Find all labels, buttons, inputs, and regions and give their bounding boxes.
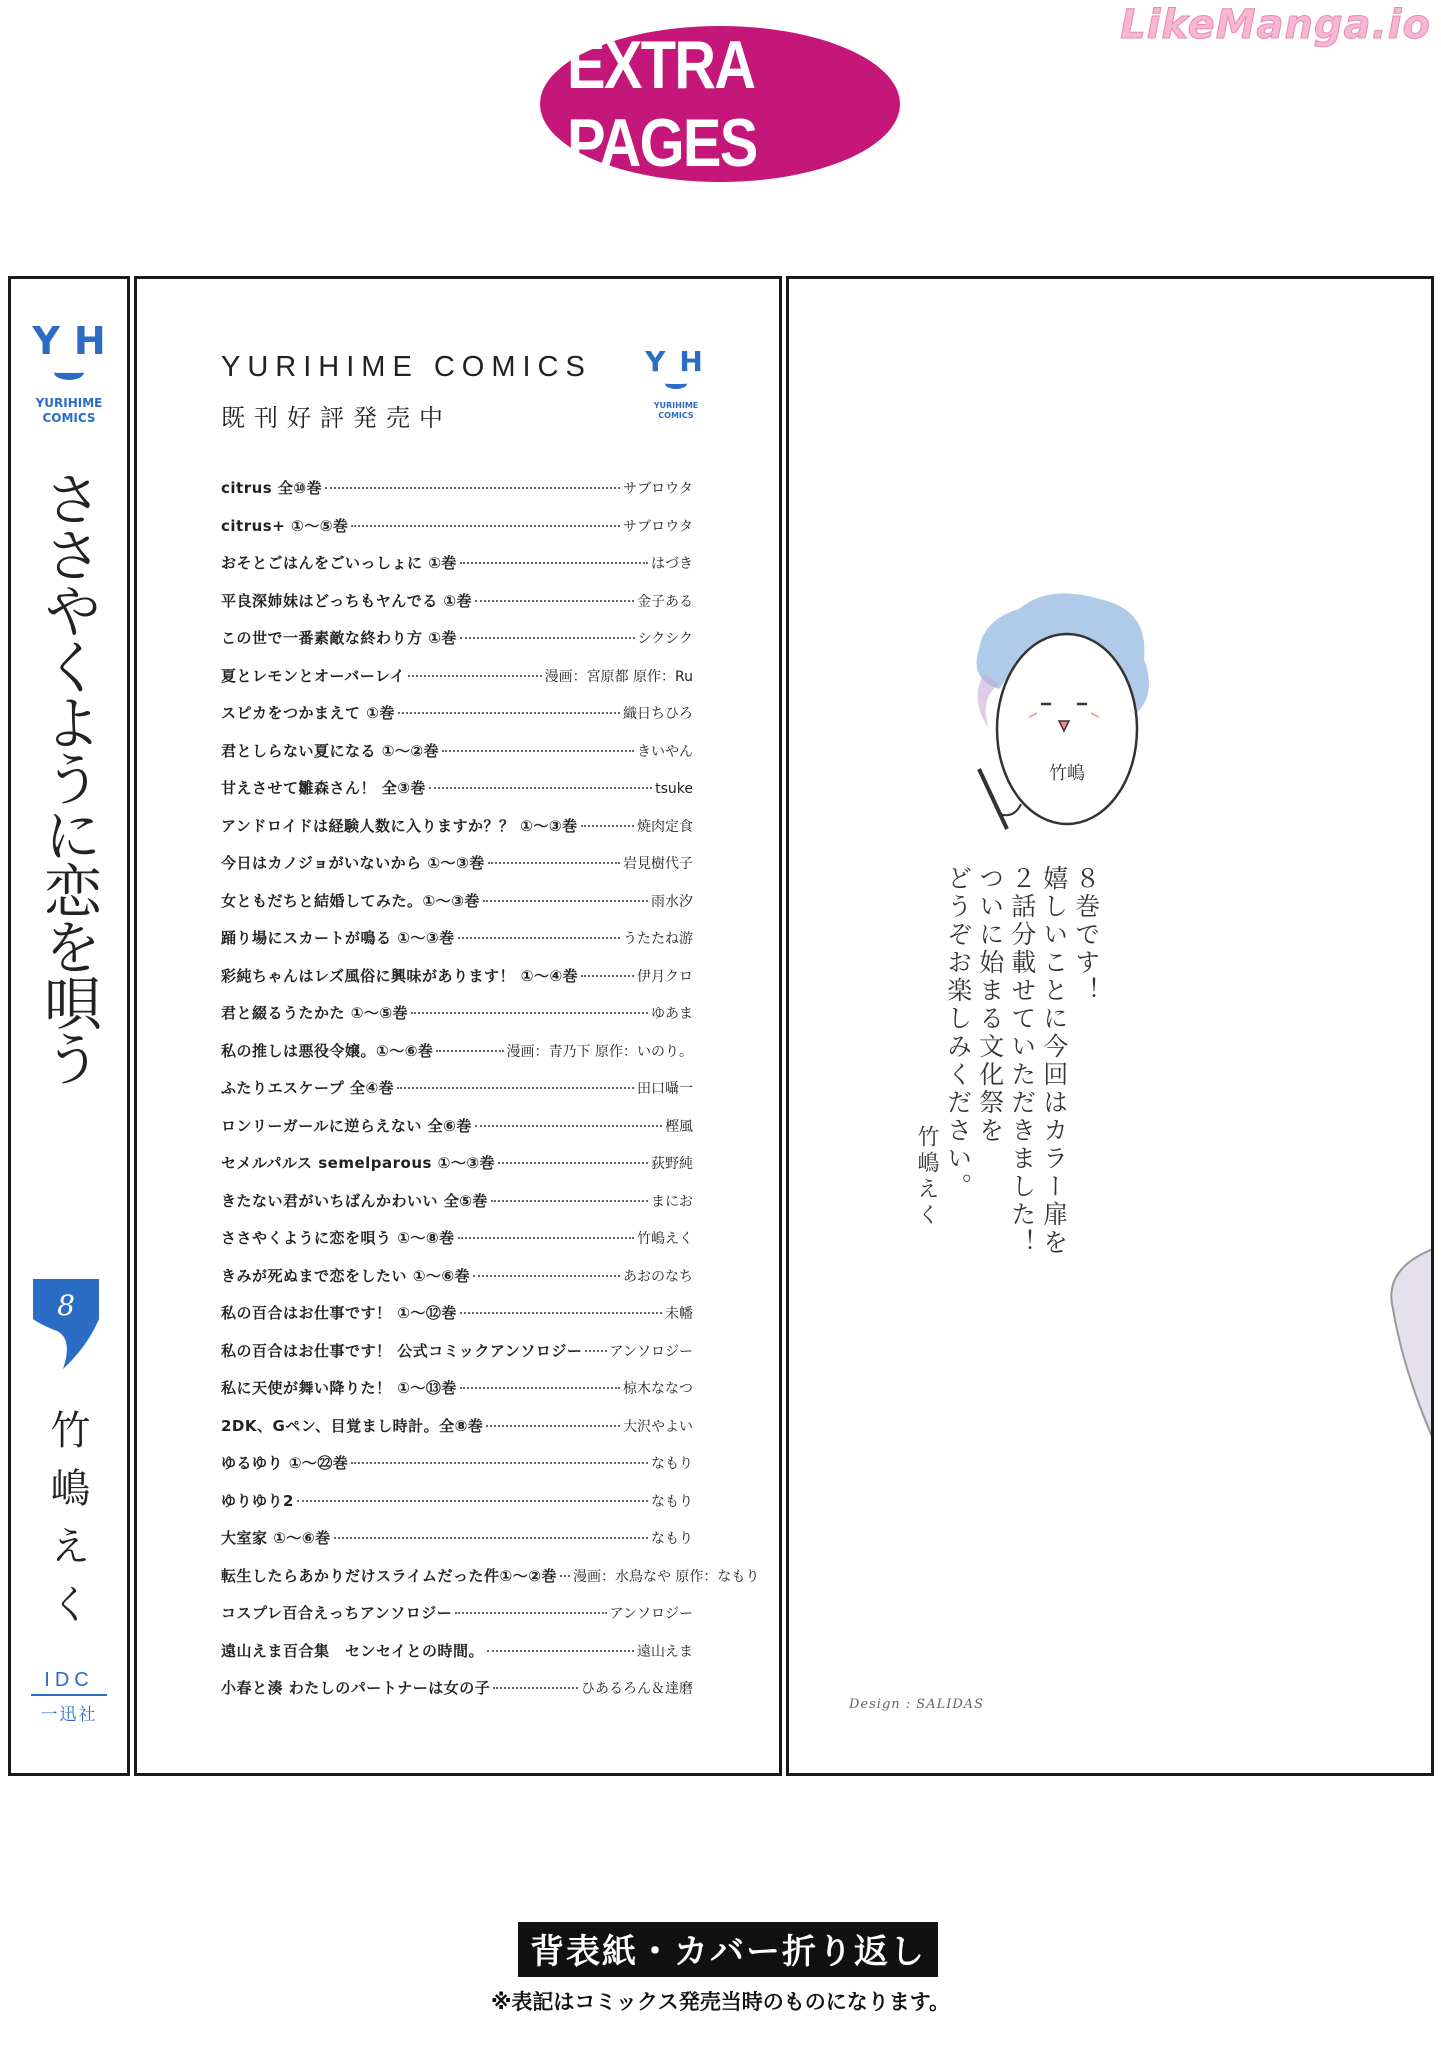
book-list-item (221, 1602, 693, 1640)
book-list-item (221, 590, 693, 628)
book-title: 甘えさせて雛森さん！ 全③巻 (221, 779, 426, 797)
book-author: 織日ちひろ (623, 706, 693, 722)
book-title: アンドロイドは経験人数に入りますか？？ ①〜③巻 (221, 816, 578, 835)
book-list-item (221, 1002, 693, 1040)
leader-dots (408, 675, 541, 677)
message-line: どうぞお楽しみください。 (943, 865, 973, 1201)
book-title: 私の推しは悪役令嬢。①〜⑥巻 (221, 1041, 434, 1060)
badge-label: EXTRA PAGES (567, 27, 757, 181)
book-list-item (221, 927, 693, 965)
book-list-item (221, 1415, 693, 1453)
book-author: tsuke (655, 781, 693, 797)
book-author: 雨水汐 (651, 893, 693, 910)
leader-dots (483, 900, 648, 902)
leader-dots (442, 750, 634, 752)
book-title: セメルパルス semelparous ①〜③巻 (221, 1154, 496, 1172)
book-title: 踊り場にスカートが鳴る ①〜③巻 (221, 929, 455, 947)
book-list-item (221, 702, 693, 740)
book-list-item (221, 1377, 693, 1415)
book-list-item (221, 1115, 693, 1153)
cover-art-edge-icon (1373, 1249, 1433, 1449)
leader-dots (411, 1012, 648, 1014)
leader-dots (429, 787, 652, 789)
book-title: 私の百合はお仕事です！ ①〜⑫巻 (221, 1304, 457, 1322)
logo-smile-icon (54, 365, 84, 380)
spine-author: 竹嶋えく (44, 1409, 90, 1641)
message-line: ついに始まる文化祭を (975, 865, 1005, 1145)
leader-dots (455, 1612, 606, 1614)
book-list-item (221, 890, 693, 928)
book-title: 転生したらあかりだけスライムだった件①〜②巻 (221, 1566, 557, 1585)
book-author: まにお (651, 1193, 693, 1210)
site-watermark: LikeManga.io (1120, 2, 1431, 48)
extra-pages-badge (540, 26, 900, 182)
mascot-illustration-icon (959, 579, 1169, 839)
book-title: citrus+ ①〜⑤巻 (221, 516, 349, 535)
logo-subtitle (11, 396, 127, 426)
book-author: なもり (651, 1493, 693, 1510)
book-list-item (221, 1640, 693, 1678)
yh-logo-small (635, 345, 717, 421)
book-title: きたない君がいちばんかわいい 全⑤巻 (221, 1191, 488, 1210)
logo-sub-line2: COMICS (42, 411, 96, 425)
leader-dots (351, 1462, 648, 1464)
leader-dots (460, 1387, 620, 1389)
book-title: 君としらない夏になる ①〜②巻 (221, 741, 440, 760)
book-title: ロンリーガールに逆らえない 全⑥巻 (221, 1116, 472, 1135)
message-line: ２話分載せていただきました！ (1007, 865, 1037, 1257)
logo-letters-small: YH (645, 345, 717, 378)
book-list-item (221, 1340, 693, 1378)
leader-dots (581, 975, 634, 977)
spine-panel (8, 276, 130, 1776)
book-title: スピカをつかまえて ①巻 (221, 704, 395, 722)
leader-dots (473, 1275, 620, 1277)
book-author: 遠山えま (637, 1643, 693, 1660)
book-author: きいやん (637, 743, 693, 760)
leader-dots (351, 525, 620, 527)
leader-dots (460, 562, 648, 564)
book-author: 樫風 (665, 1118, 693, 1135)
leader-dots (498, 1162, 648, 1164)
book-author: なもり (651, 1456, 693, 1472)
logo-sub-line2-small: COMICS (658, 411, 694, 420)
volume-number: 8 (57, 1289, 75, 1322)
spine-title: ささやくように恋を唄う (34, 469, 102, 1085)
leader-dots (325, 487, 620, 489)
leader-dots (581, 825, 634, 827)
book-title: きみが死ぬまで恋をしたい ①〜⑥巻 (221, 1266, 471, 1285)
book-title: ふたりエスケープ 全④巻 (221, 1079, 395, 1097)
book-title: ゆりゆり2 (221, 1491, 294, 1510)
message-author: 竹嶋えく (914, 1125, 939, 1229)
book-list-item (221, 1302, 693, 1340)
book-list-item (221, 1190, 693, 1228)
message-line: ８巻です！ (1071, 865, 1101, 1005)
leader-dots (487, 1650, 634, 1652)
book-title: 2DK、Gペン、目覚まし時計。全⑧巻 (221, 1416, 484, 1435)
book-author: 大沢やよい (623, 1418, 693, 1435)
footnote: ※表記はコミックス発売当時のものになります。 (490, 1990, 951, 2014)
leader-dots (460, 1312, 662, 1314)
book-title: 私の百合はお仕事です！ 公式コミックアンソロジー (221, 1341, 583, 1360)
book-list-item (221, 1227, 693, 1265)
list-heading (221, 351, 592, 433)
book-title: citrus 全⑩巻 (221, 479, 323, 497)
book-title: 夏とレモンとオーバーレイ (221, 666, 406, 685)
book-list-item (221, 1677, 693, 1715)
book-title: 遠山えま百合集 センセイとの時間。 (221, 1641, 485, 1660)
leader-dots (297, 1500, 648, 1502)
book-author: ゆあま (651, 1006, 693, 1022)
leader-dots (493, 1687, 578, 1689)
leader-dots (560, 1575, 570, 1577)
book-list-item (221, 1565, 760, 1603)
logo-sub-line1-small: YURIHIME (653, 401, 699, 410)
book-author: アンソロジー (609, 1343, 693, 1360)
book-title: 彩純ちゃんはレズ風俗に興味があります！ ①〜④巻 (221, 966, 579, 985)
book-list-item (221, 1077, 693, 1115)
leader-dots (475, 1125, 662, 1127)
book-title: この世で一番素敵な終わり方 ①巻 (221, 629, 457, 647)
book-author: 漫画：宮原都 原作：Ru (544, 668, 693, 685)
book-title: コスプレ百合えっちアンソロジー (221, 1604, 453, 1622)
book-author: はづき (651, 556, 693, 572)
leader-dots (334, 1537, 648, 1539)
book-list-item (221, 852, 693, 890)
book-list-item (221, 627, 693, 665)
book-author: 荻野純 (651, 1156, 693, 1172)
leader-dots (397, 1087, 634, 1089)
book-list-item (221, 777, 693, 815)
logo-smile-small-icon (665, 378, 687, 389)
book-list-item (221, 1265, 693, 1303)
design-credit: Design : SALIDAS (849, 1697, 985, 1712)
book-author: 漫画：水鳥なや 原作：なもり (572, 1568, 760, 1585)
book-author: なもり (651, 1531, 693, 1547)
logo-subtitle-small (635, 401, 717, 421)
inside-cover-panel (134, 276, 782, 1776)
book-author: 椋木ななつ (623, 1381, 693, 1397)
book-title: 平良深姉妹はどっちもヤんでる ①巻 (221, 591, 473, 610)
book-author: アンソロジー (609, 1606, 693, 1622)
book-list-item (221, 477, 693, 515)
book-list (221, 477, 760, 1715)
book-title: 大室家 ①〜⑥巻 (221, 1529, 331, 1547)
book-list-item (221, 815, 693, 853)
logo-sub-line1: YURIHIME (35, 396, 103, 410)
book-author: 岩見樹代子 (623, 856, 693, 872)
heading-subtitle: 既刊好評発売中 (221, 404, 452, 432)
leader-dots (458, 937, 620, 939)
yh-logo (11, 319, 127, 426)
book-author: 未幡 (665, 1306, 693, 1322)
book-list-item (221, 552, 693, 590)
book-title: 女ともだちと結婚してみた。①〜③巻 (221, 891, 480, 910)
book-author: あおのなち (623, 1268, 693, 1285)
book-list-item (221, 515, 693, 553)
logo-letters: YH (32, 319, 120, 363)
book-title: 小春と湊 わたしのパートナーは女の子 (221, 1679, 491, 1697)
book-title: 君と綴るうたかた ①〜⑤巻 (221, 1004, 409, 1022)
book-list-item (221, 1490, 693, 1528)
book-author: 漫画：青乃下 原作：いのり。 (506, 1043, 693, 1060)
leader-dots (460, 637, 635, 639)
book-title: 今日はカノジョがいないから ①〜③巻 (221, 854, 485, 872)
book-title: 私に天使が舞い降りた！ ①〜⑬巻 (221, 1379, 457, 1397)
book-list-item (221, 740, 693, 778)
book-list-item (221, 1040, 693, 1078)
book-title: ささやくように恋を唄う ①〜⑧巻 (221, 1229, 455, 1247)
book-title: おそとごはんをごいっしょに ①巻 (221, 554, 457, 572)
message-line: 嬉しいことに今回はカラー扉を (1039, 865, 1069, 1257)
section-caption: 背表紙・カバー折り返し (518, 1922, 938, 1977)
book-list-item (221, 1452, 693, 1490)
book-author: 竹嶋えく (637, 1231, 693, 1247)
heading-title: YURIHIME COMICS (221, 351, 592, 383)
publisher-line1: IDC (31, 1669, 107, 1696)
mascot-label: 竹嶋 (1049, 763, 1085, 784)
leader-dots (486, 1425, 620, 1427)
leader-dots (398, 712, 620, 714)
leader-dots (436, 1050, 503, 1052)
cover-flap-panel (786, 276, 1434, 1776)
book-list-item (221, 965, 693, 1003)
book-author: 伊月クロ (637, 968, 693, 985)
publisher-line2: 一迅社 (40, 1705, 98, 1725)
leader-dots (458, 1237, 634, 1239)
leader-dots (475, 600, 634, 602)
book-author: 焼肉定食 (637, 818, 693, 835)
book-list-item (221, 1527, 693, 1565)
book-author: うたたね游 (623, 931, 693, 947)
book-author: ひあるろん＆達磨 (581, 1681, 693, 1697)
leader-dots (488, 862, 620, 864)
book-author: シクシク (637, 631, 693, 647)
book-author: サブロウタ (623, 481, 693, 497)
book-author: サブロウタ (623, 518, 693, 535)
book-title: ゆるゆり ①〜㉒巻 (221, 1454, 349, 1472)
book-list-item (221, 1152, 693, 1190)
book-author: 金子ある (637, 593, 693, 610)
volume-badge (33, 1279, 99, 1369)
book-author: 田口囁一 (637, 1081, 693, 1097)
book-list-item (221, 665, 693, 703)
publisher-logo (31, 1669, 107, 1725)
leader-dots (491, 1200, 648, 1202)
leader-dots (585, 1350, 606, 1352)
